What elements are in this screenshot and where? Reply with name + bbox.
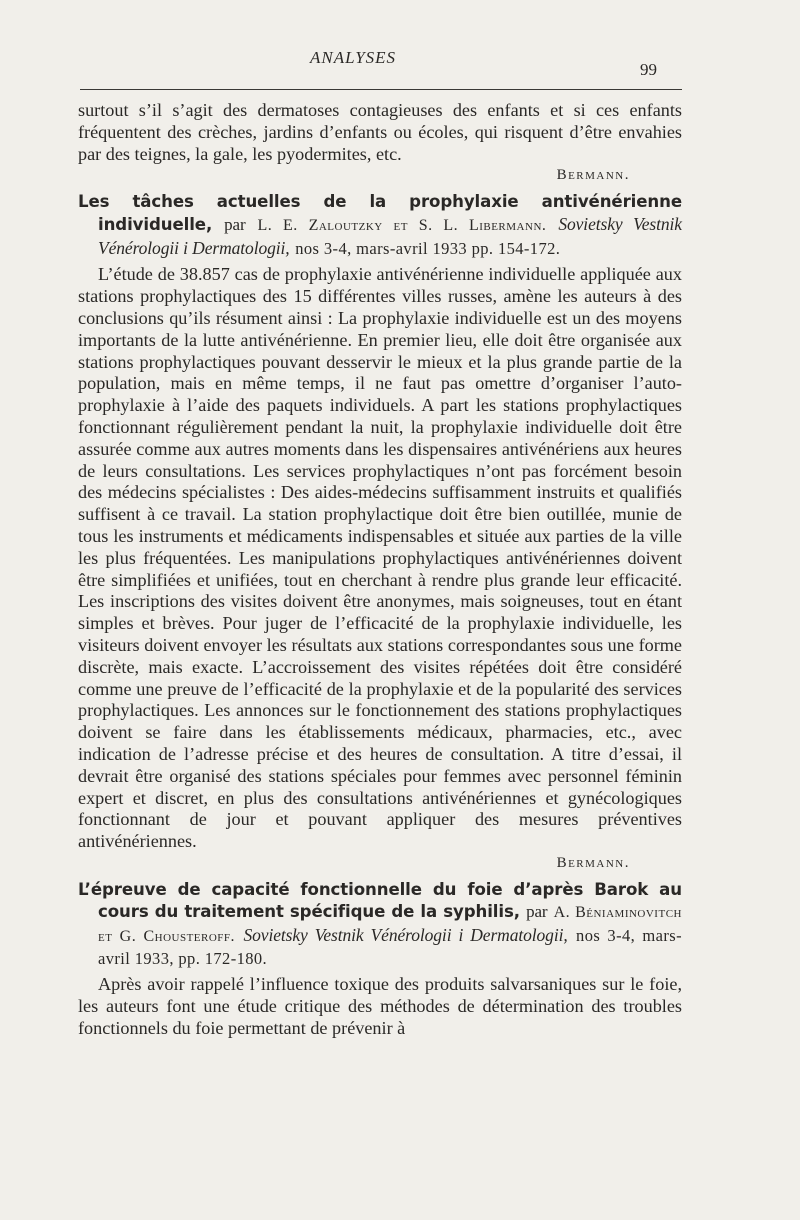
signature: Bermann. — [556, 854, 630, 871]
article-title: L’épreuve de capacité fonctionnelle du foie d’après Barok au cours du traitement spécifique de la syphilis, — [78, 879, 682, 921]
article-body: L’étude de 38.857 cas de prophylaxie antivénérienne individuelle appliquée aux stations prophylactiques des 15 différentes villes russes, amène les auteurs à des conclusions qu’ils résument ainsi : La prophylaxie individuelle est un des moyens importants de la lutte antivénérienne. En premier lieu, elle doit être organisée aux stations prophylactiques pouvant desservir le mieux et la plus grande partie de la population, mais en même temps, il ne faut pas omettre d’organiser l’auto-prophylaxie à l’aide des paquets individuels. A part les stations prophylactiques fonctionnant régulièrement pendant la nuit, la prophylaxie individuelle doit être assurée comme aux autres moments dans les dispensaires antivénériens aux heures de leurs consultations. Les services prophylactiques n’ont pas forcément besoin des médecins spécialistes : Des aides-médecins suffisamment instruits et qualifiés suffisent à ce travail. La station prophylactique doit être bien outillée, munie de tous les instruments et médicaments indispensables et située aux parties de la ville les plus fréquentées. Les manipulations prophylactiques antivénériennes doivent être simplifiées et unifiées, tout en cherchant à rendre plus grande leur efficacité. Les inscriptions des visites doivent être anonymes, mais soigneuses, tout en étant simples et brèves. Pour juger de l’efficacité de la prophylaxie individuelle, les visiteurs doivent envoyer les résultats aux stations correspondantes sous une forme discrète, mais exacte. L’accroissement des visites répétées doit être considéré comme une preuve de l’efficacité de la prophylaxie et de la popularité des services prophylactiques. Les annonces sur le fonctionnement des stations prophylactiques doivent se faire dans les établissements médicaux, pharmacies, etc., avec indication de l’adresse précise et des heures de consultation. A titre d’essai, il devrait être organisé des stations spéciales pour femmes avec personnel féminin expert et discret, en plus des consultations antivénériennes et gynécologiques fonctionnant de jour et pouvant appliquer des mesures préventives antivénériennes. — [78, 264, 682, 852]
journal-reference: nos 3-4, mars-avril 1933, pp. 172-180. — [98, 925, 682, 968]
text-column — [78, 100, 682, 1039]
article-body: Après avoir rappelé l’influence toxique des produits salvarsaniques sur le foie, les auteurs font une étude critique des méthodes de détermination des troubles fonctionnels du foie permettant de prévenir à — [78, 973, 682, 1038]
signature: Bermann. — [556, 167, 630, 184]
article-authors: L. E. Zaloutzky et S. L. Libermann. — [257, 217, 547, 235]
running-head: ANALYSES — [310, 48, 397, 67]
journal-name: Sovietsky Vestnik Vénérologii i Dermatologii, — [243, 924, 568, 945]
journal-name: Sovietsky Vestnik Vénérologii i Dermatologii, — [98, 214, 682, 259]
by-word: par — [224, 215, 246, 235]
by-word: par — [526, 901, 548, 921]
page-number: 99 — [640, 60, 657, 79]
paragraph-continuation: surtout s’il s’agit des dermatoses contagieuses des enfants et si ces enfants fréquentent des crèches, jardins d’enfants ou écoles, qui risquent d’être envahies par des teignes, la gale, les pyodermites, etc. — [78, 100, 682, 164]
article-authors: A. Béniaminovitch et G. Chousteroff. — [98, 903, 682, 945]
journal-reference: nos 3-4, mars-avril 1933 pp. 154-172. — [295, 239, 561, 259]
article-heading — [78, 879, 682, 970]
header-rule — [80, 89, 682, 90]
article-title: Les tâches actuelles de la prophylaxie antivénérienne individuelle, — [78, 192, 682, 235]
article-heading — [78, 191, 682, 260]
